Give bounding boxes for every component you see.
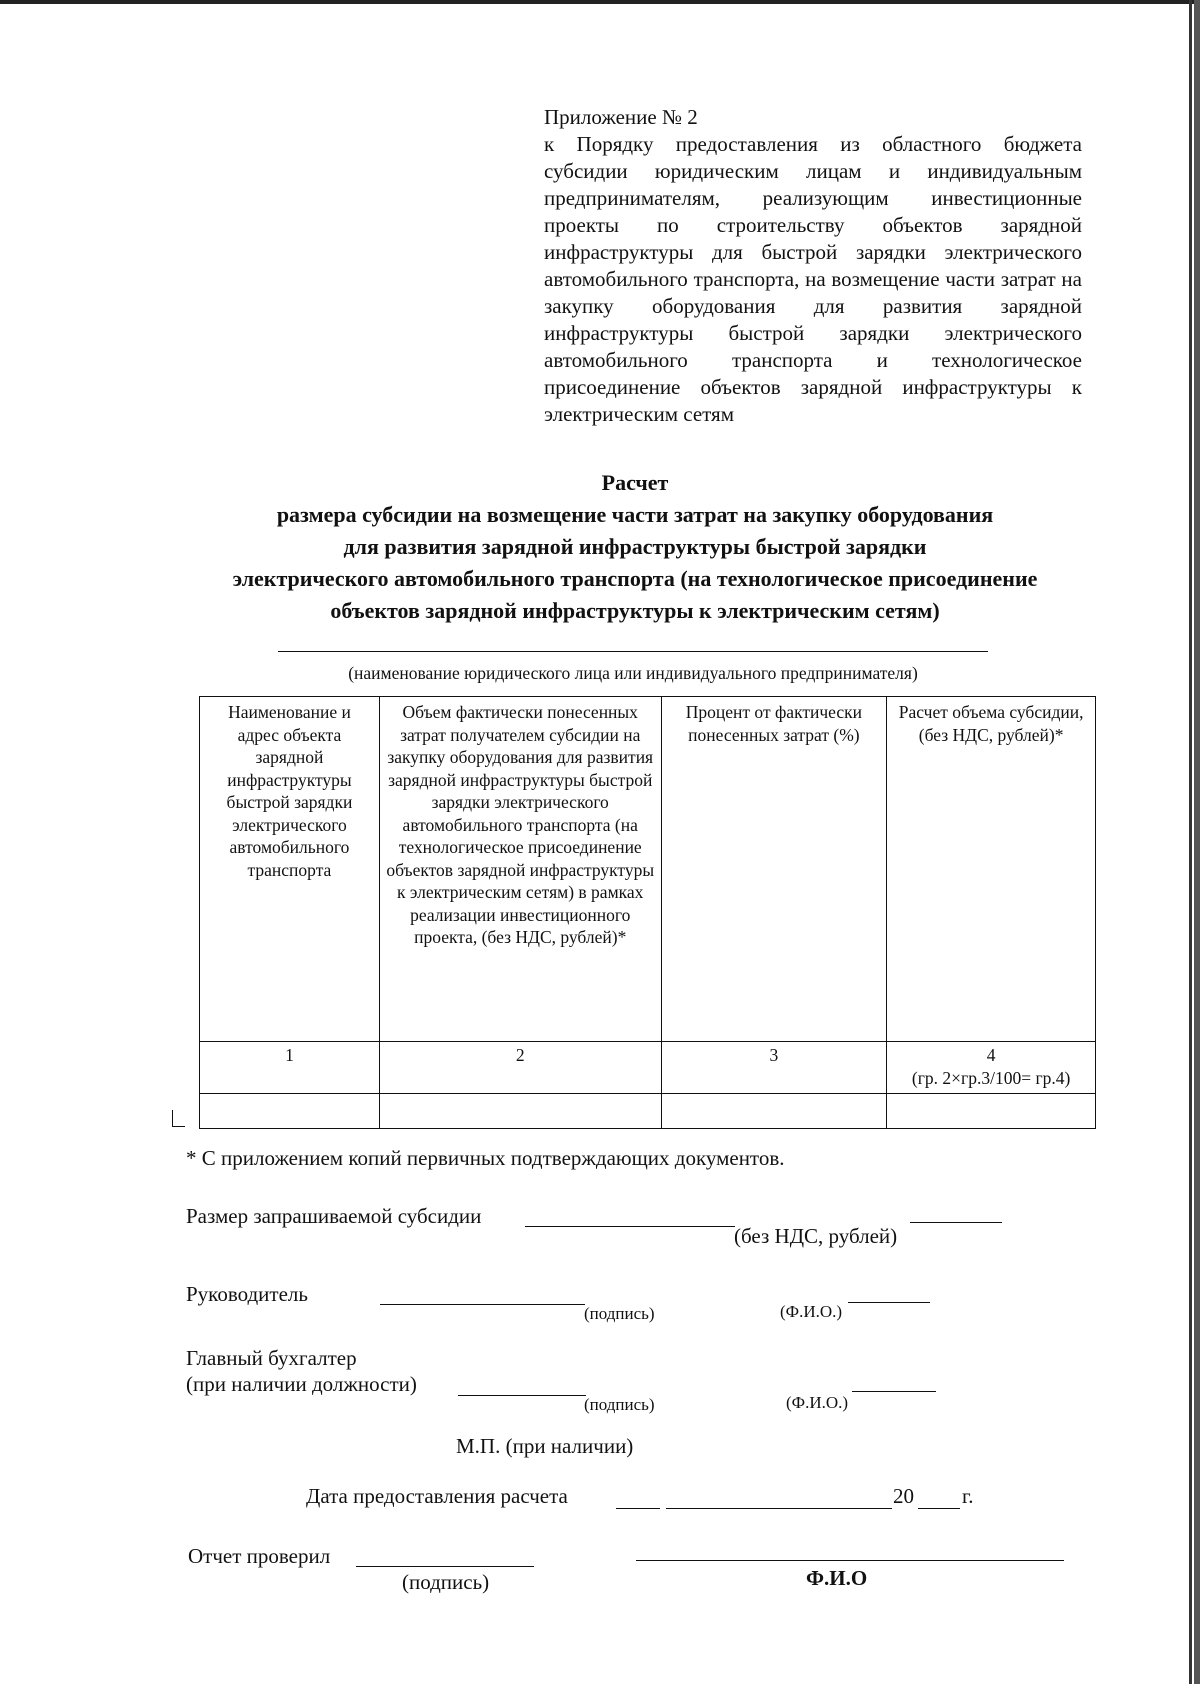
checked-signature-caption: (подпись) [402, 1570, 490, 1594]
title-line-2: размера субсидии на возмещение части затрат на закупку оборудования [276, 502, 994, 527]
empty-cell-2[interactable] [379, 1094, 661, 1129]
accountant-sub: (при наличии должности) [186, 1372, 417, 1396]
empty-cell-3[interactable] [661, 1094, 887, 1129]
head-signature-line[interactable] [380, 1304, 585, 1305]
head-fio-caption: (Ф.И.О.) [780, 1302, 843, 1321]
col-number-4-value: 4 [986, 1045, 996, 1065]
header-cell-costs: Объем фактически понесенных затрат получателем субсидии на закупку оборудования для развития зарядной инфраструктуры быстрой зарядки электрического автомобильного транспорта (на технологическое присоединение объектов зарядной инфраструктуры к электрическим сетям) в рамках реализации инвестиционного проекта, (без НДС, рублей)* [379, 697, 661, 1042]
table-header-row [200, 697, 1096, 1042]
col-4-formula: (гр. 2×гр.3/100= гр.4) [911, 1067, 1071, 1088]
title-line-4: электрического автомобильного транспорта (на технологическое присоединение [232, 566, 1038, 591]
calculation-table [199, 696, 1096, 1129]
appendix-text: к Порядку предоставления из областного бюджета субсидии юридическим лицам и индивидуальным предпринимателям, реализующим инвестиционные проекты по строительству объектов зарядной инфраструктуры для быстрой зарядки электрического автомобильного транспорта, на возмещение части затрат на закупку оборудования для развития зарядной инфраструктуры быстрой зарядки электрического автомобильного транспорта и технологическое присоединение объектов зарядной инфраструктуры к электрическим сетям [544, 132, 1082, 426]
accountant-fio-caption: (Ф.И.О.) [786, 1393, 849, 1412]
table-number-row [200, 1042, 1096, 1094]
accountant-signature-line[interactable] [458, 1395, 586, 1396]
col-number-1: 1 [200, 1042, 380, 1094]
empty-cell-4[interactable] [887, 1094, 1096, 1129]
document-title [120, 467, 1150, 627]
date-year-prefix: 20 [893, 1484, 914, 1508]
checked-fio-caption: Ф.И.О [806, 1566, 868, 1590]
date-year-suffix: г. [962, 1484, 974, 1508]
table-row [200, 1094, 1096, 1129]
col-number-2: 2 [379, 1042, 661, 1094]
accountant-label: Главный бухгалтер [186, 1346, 357, 1370]
title-line-5: объектов зарядной инфраструктуры к электрическим сетям) [330, 598, 940, 623]
stamp-place: М.П. (при наличии) [456, 1434, 634, 1458]
appendix-block [544, 104, 1082, 428]
date-label: Дата предоставления расчета [306, 1484, 568, 1508]
header-cell-subsidy: Расчет объема субсидии, (без НДС, рублей)* [887, 697, 1096, 1042]
head-signature-caption: (подпись) [584, 1304, 655, 1323]
scan-edge-top [0, 0, 1200, 4]
header-cell-object: Наименование и адрес объекта зарядной инфраструктуры быстрой зарядки электрического автомобильного транспорта [200, 697, 380, 1042]
head-label: Руководитель [186, 1282, 308, 1306]
date-day-line[interactable] [616, 1508, 660, 1509]
date-year-line[interactable] [918, 1508, 960, 1509]
col-number-3: 3 [661, 1042, 887, 1094]
appendix-number: Приложение № 2 [544, 105, 698, 129]
entity-name-caption: (наименование юридического лица или индивидуального предпринимателя) [348, 663, 918, 683]
subsidy-amount-line[interactable] [525, 1226, 735, 1227]
scan-edge-right-outer [1194, 0, 1200, 1684]
accountant-signature-caption: (подпись) [584, 1395, 655, 1414]
checked-signature-line[interactable] [356, 1566, 534, 1567]
checked-label: Отчет проверил [188, 1544, 331, 1568]
title-line-1: Расчет [601, 470, 669, 495]
footnote: * С приложением копий первичных подтверждающих документов. [186, 1146, 785, 1170]
title-line-3: для развития зарядной инфраструктуры быстрой зарядки [343, 534, 927, 559]
subsidy-extra-line[interactable] [910, 1222, 1002, 1223]
entity-name-line[interactable] [278, 651, 988, 652]
head-fio-line[interactable] [848, 1302, 930, 1303]
accountant-fio-line[interactable] [852, 1391, 936, 1392]
header-cell-percent: Процент от фактически понесенных затрат (%) [661, 697, 887, 1042]
subsidy-label: Размер запрашиваемой субсидии [186, 1204, 482, 1228]
table-corner-mark [172, 1110, 185, 1127]
col-number-4 [887, 1042, 1096, 1094]
scan-edge-right [1189, 0, 1192, 1684]
subsidy-unit: (без НДС, рублей) [734, 1224, 898, 1248]
date-month-line[interactable] [666, 1508, 892, 1509]
empty-cell-1[interactable] [200, 1094, 380, 1129]
checked-fio-line[interactable] [636, 1560, 1064, 1561]
